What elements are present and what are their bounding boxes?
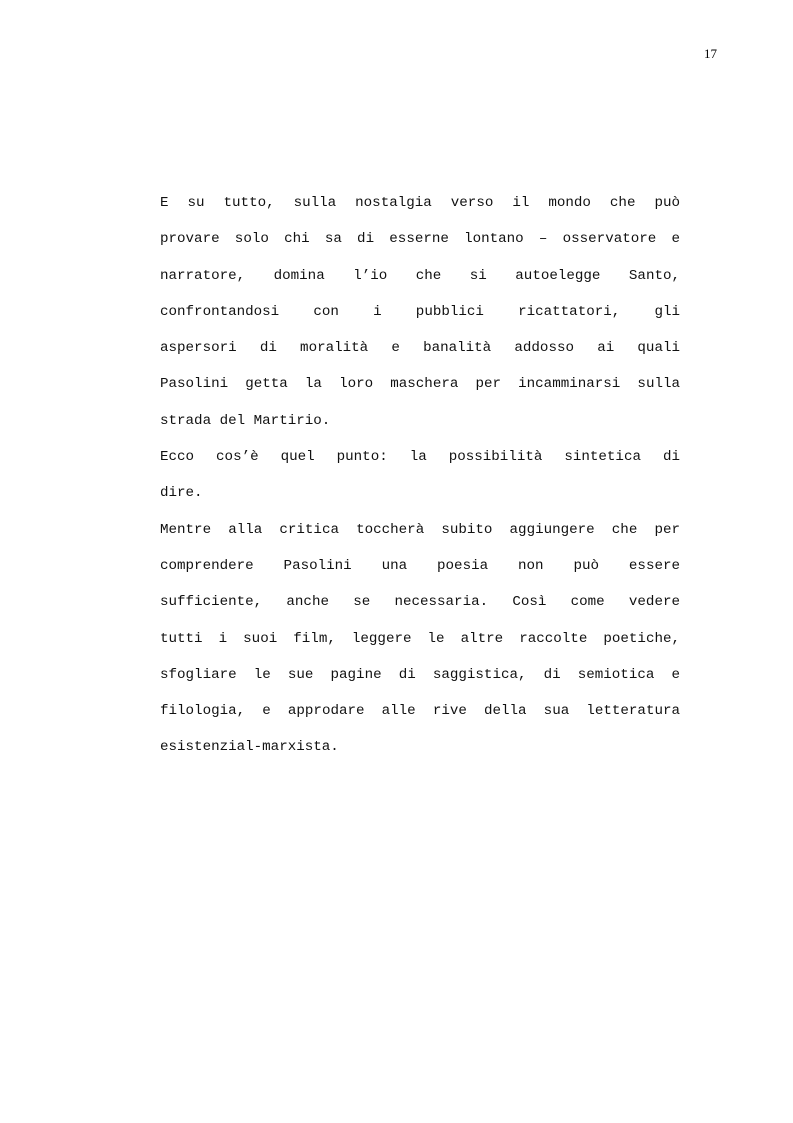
text-line: Pasolini getta la loro maschera per incamminarsi sulla (160, 376, 680, 393)
text-line: sufficiente, anche se necessaria. Così come vedere (160, 594, 680, 611)
text-line: strada del Martirio. (160, 412, 331, 429)
text-line: E su tutto, sulla nostalgia verso il mondo che può (160, 195, 680, 211)
page-number: 17 (704, 46, 717, 61)
text-line: aspersori di moralità e banalità addosso ai quali (160, 340, 680, 357)
text-line: dire. (160, 485, 203, 502)
text-line: narratore, domina l’io che si autoelegge Santo, (160, 267, 680, 284)
body-text (160, 185, 680, 766)
text-line: confrontandosi con i pubblici ricattatori, gli (160, 303, 680, 320)
text-line: comprendere Pasolini una poesia non può essere (160, 557, 680, 574)
text-line: provare solo chi sa di esserne lontano – osservatore e (160, 231, 680, 248)
text-line: sfogliare le sue pagine di saggistica, di semiotica e (160, 666, 680, 683)
text-line: Mentre alla critica toccherà subito aggiungere che per (160, 521, 680, 538)
text-line: esistenzial-marxista. (160, 739, 339, 756)
text-line: filologia, e approdare alle rive della sua letteratura (160, 703, 680, 720)
text-line: Ecco cos’è quel punto: la possibilità sintetica di (160, 449, 680, 466)
text-line: tutti i suoi film, leggere le altre raccolte poetiche, (160, 630, 680, 647)
